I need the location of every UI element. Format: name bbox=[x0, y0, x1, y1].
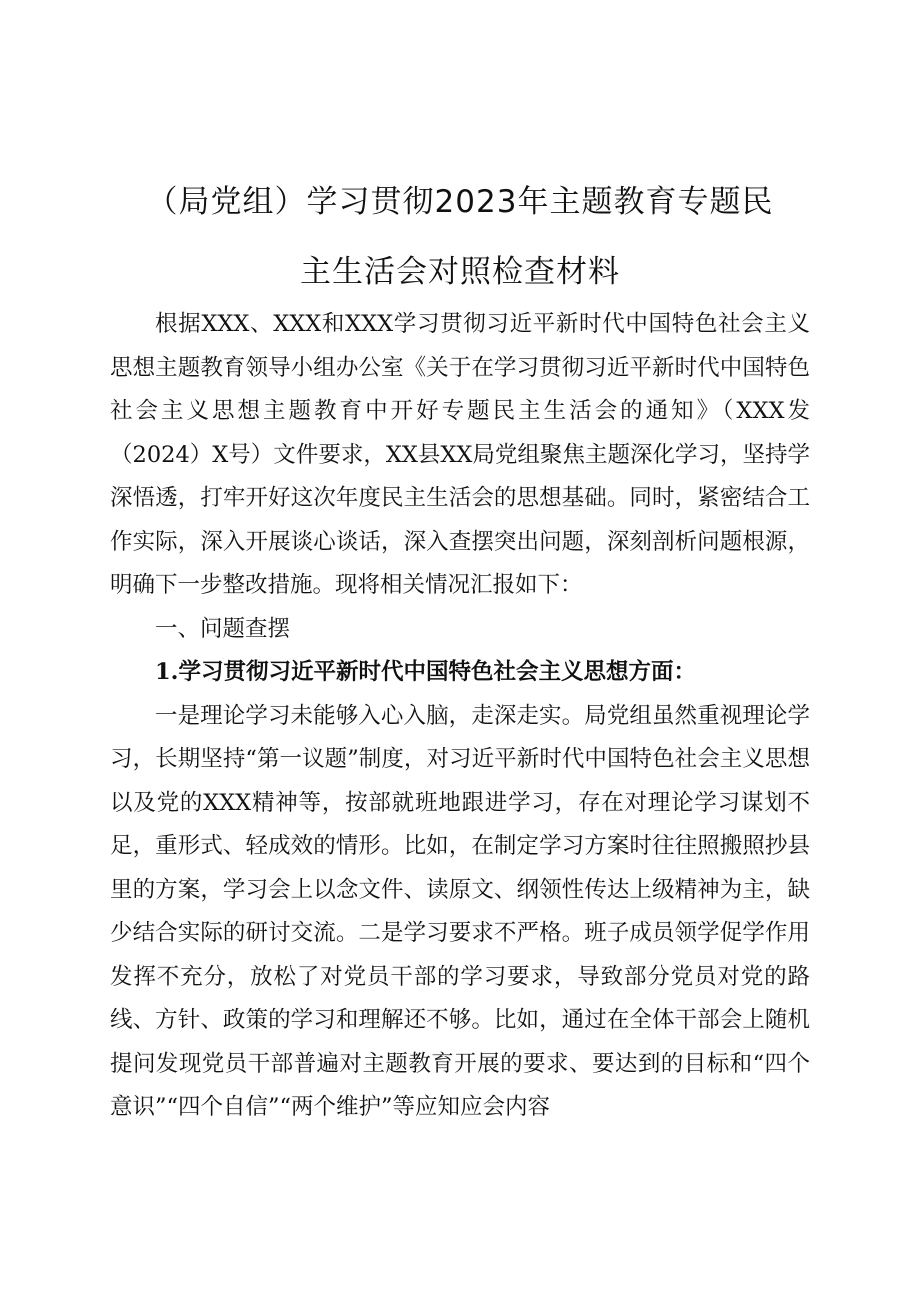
document-title-line-1: （局党组）学习贯彻2023年主题教育专题民 bbox=[146, 184, 774, 220]
subsection-heading: 1.学习贯彻习近平新时代中国特色社会主义思想方面： bbox=[155, 659, 696, 685]
document-body bbox=[110, 303, 810, 1130]
body-paragraph: 一是理论学习未能够入心入脑，走深走实。局党组虽然重视理论学习，长期坚持“第一议题”制度，对习近平新时代中国特色社会主义思想以及党的XXX精神等，按部就班地跟进学习，存在对理论学习谋划不足，重形式、轻成效的情形。比如，在制定学习方案时往往照搬照抄县里的方案，学习会上以念文件、读原文、纲领性传达上级精神为主，缺少结合实际的研讨交流。二是学习要求不严格。班子成员领学促学作用发挥不充分，放松了对党员干部的学习要求，导致部分党员对党的路线、方针、政策的学习和理解还不够。比如，通过在全体干部会上随机提问发现党员干部普遍对主题教育开展的要求、要达到的目标和“四个意识”“四个自信”“两个维护”等应知应会内容 bbox=[110, 702, 810, 1120]
document-title-line-2: 主生活会对照检查材料 bbox=[300, 254, 620, 290]
intro-paragraph: 根据XXX、XXX和XXX学习贯彻习近平新时代中国特色社会主义思想主题教育领导小组办公室《关于在学习贯彻习近平新时代中国特色社会主义思想主题教育中开好专题民主生活会的通知》（XXX发（2024）X号）文件要求，XX县XX局党组聚焦主题深化学习，坚持学深悟透，打牢开好这次年度民主生活会的思想基础。同时，紧密结合工作实际，深入开展谈心谈话，深入查摆突出问题，深刻剖析问题根源，明确下一步整改措施。现将相关情况汇报如下： bbox=[110, 311, 810, 598]
section-heading: 一、问题查摆 bbox=[155, 615, 291, 642]
